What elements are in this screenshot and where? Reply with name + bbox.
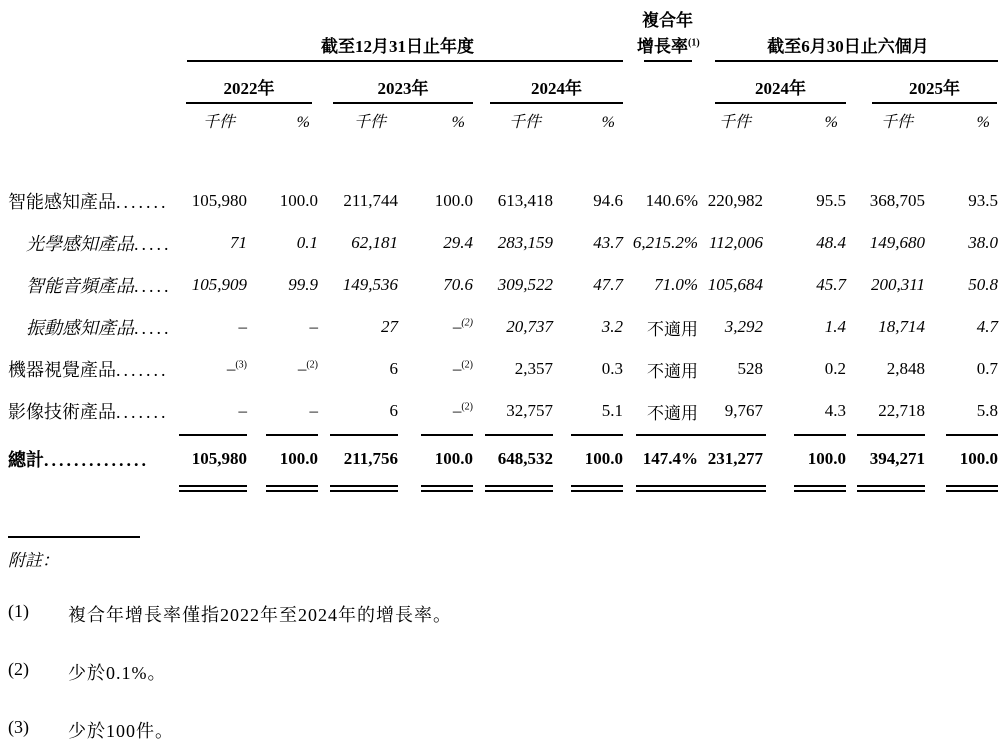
table-row — [2, 264, 998, 306]
footnote-marker: (2) — [8, 659, 29, 679]
cell-h1_2024_units: 220,982 — [707, 191, 763, 210]
row-label-text: 總計 — [8, 450, 44, 470]
cell-y2022_pct: – — [309, 401, 318, 420]
cagr-title-line1: 複合年 — [642, 11, 693, 30]
rule-spacer-cell — [2, 434, 172, 436]
cell-y2023_pct: 100.0 — [434, 191, 473, 210]
cell-y2024_units: 648,532 — [497, 449, 553, 468]
cell-y2023_pct: 29.4 — [443, 233, 473, 252]
total-top-rule — [794, 434, 846, 436]
cell-y2023_pct: –$^{(2)}$ — [452, 401, 473, 420]
rule-cell-y2024_pct — [553, 485, 623, 492]
total-double-rule — [266, 485, 318, 492]
total-double-rule — [946, 485, 998, 492]
table-row — [2, 390, 998, 432]
cell-y2023_pct: –$^{(2)}$ — [452, 317, 473, 336]
cell-footnote-ref: (2) — [461, 401, 473, 413]
cell-cagr: 不適用 — [647, 319, 698, 339]
total-double-rule — [330, 485, 398, 492]
table-row — [2, 348, 998, 390]
footnote-item — [8, 601, 1000, 627]
cell-y2024_pct: 5.1 — [601, 401, 623, 420]
total-top-rule — [698, 434, 766, 436]
cell-y2023_units: 149,536 — [342, 275, 398, 294]
total-double-rule — [571, 485, 623, 492]
rule-cell-h1_2025_pct — [925, 485, 998, 492]
rule-cell-h1_2024_pct — [763, 434, 846, 436]
rule-spacer-cell — [2, 485, 172, 492]
annual-period-title: 截至12月31日止年度 — [321, 37, 474, 56]
cell-y2022_units: 105,909 — [191, 275, 247, 294]
cell-y2024_pct: 94.6 — [593, 191, 623, 210]
table-year-header-row — [2, 76, 998, 104]
row-label-leader: ....... — [116, 402, 169, 422]
rule-cell-y2023_pct — [398, 434, 473, 436]
cell-y2024_units: 2,357 — [514, 359, 553, 378]
cell-y2024_units: 20,737 — [506, 317, 553, 336]
row-label-text: 機器視覺產品 — [8, 360, 116, 380]
cell-y2023_units: 211,744 — [343, 191, 398, 210]
cell-h1_2024_pct: 48.4 — [816, 233, 846, 252]
total-top-rule — [636, 434, 698, 436]
total-top-rule — [421, 434, 473, 436]
unit-header: 千件 — [202, 114, 235, 131]
row-label — [2, 314, 172, 340]
row-label-leader: ....... — [116, 192, 169, 212]
cell-h1_2025_pct: 100.0 — [959, 449, 998, 468]
rule-cell-h1_2025_units — [846, 434, 925, 436]
cell-h1_2025_units: 394,271 — [869, 449, 925, 468]
cagr-footnote-ref: (1) — [688, 37, 700, 49]
footnote-marker: (1) — [8, 601, 29, 621]
cell-y2024_units: 309,522 — [497, 275, 553, 294]
rule-cell-y2023_units — [318, 485, 398, 492]
cell-h1_2024_pct: 95.5 — [816, 191, 846, 210]
cell-h1_2025_pct: 5.8 — [976, 401, 998, 420]
year-header-2024: 2024年 — [490, 76, 623, 104]
cell-y2023_units: 6 — [389, 401, 398, 420]
total-top-rule — [330, 434, 398, 436]
total-top-rule — [946, 434, 998, 436]
cell-h1_2025_units: 22,718 — [878, 401, 925, 420]
total-double-rule — [636, 485, 698, 492]
cell-y2022_pct: 100.0 — [279, 449, 318, 468]
shipment-volume-table — [2, 0, 1000, 492]
interim-header-rule — [715, 60, 998, 62]
cell-y2022_units: – — [238, 401, 247, 420]
header-spacer-cell — [2, 76, 172, 104]
cell-h1_2024_pct: 100.0 — [807, 449, 846, 468]
unit-header: 千件 — [508, 114, 541, 131]
cell-y2024_pct: 47.7 — [593, 275, 623, 294]
footnote-text: 少於100件。 — [68, 721, 174, 741]
cell-h1_2025_pct: 50.8 — [968, 275, 998, 294]
cell-footnote-ref: (2) — [461, 359, 473, 371]
year-header-2023: 2023年 — [333, 76, 473, 104]
cell-y2022_pct: 100.0 — [279, 191, 318, 210]
rule-cell-y2022_units — [172, 485, 247, 492]
cell-y2022_pct: –$^{(2)}$ — [297, 359, 318, 378]
row-label — [2, 446, 172, 472]
rule-cell-h1_2025_pct — [925, 434, 998, 436]
cell-y2024_pct: 43.7 — [593, 233, 623, 252]
total-top-rule — [485, 434, 553, 436]
pct-header: % — [296, 114, 310, 131]
cell-cagr: 6,215.2% — [632, 233, 698, 252]
table-row — [2, 222, 998, 264]
cell-y2024_units: 32,757 — [506, 401, 553, 420]
unit-header: 千件 — [353, 114, 386, 131]
cell-h1_2024_units: 528 — [737, 359, 763, 378]
rule-cell-y2024_units — [473, 434, 553, 436]
rule-cell-cagr — [623, 485, 698, 492]
table-unit-header-row — [2, 108, 998, 136]
pct-header: % — [451, 114, 465, 131]
cell-y2023_units: 27 — [381, 317, 398, 336]
row-label-leader: ..... — [134, 234, 172, 254]
cell-y2023_units: 62,181 — [351, 233, 398, 252]
cell-y2024_pct: 3.2 — [601, 317, 623, 336]
header-spacer-cell — [2, 8, 172, 62]
total-row — [2, 436, 998, 482]
cell-h1_2025_units: 368,705 — [869, 191, 925, 210]
rule-cell-y2022_pct — [247, 434, 318, 436]
cell-h1_2025_pct: 38.0 — [968, 233, 998, 252]
footnotes-heading: 附註： — [8, 551, 59, 570]
cell-y2022_pct: 99.9 — [288, 275, 318, 294]
rule-cell-cagr — [623, 434, 698, 436]
cagr-spacer-cell — [623, 108, 698, 136]
cell-cagr: 147.4% — [642, 449, 698, 468]
rule-cell-h1_2025_units — [846, 485, 925, 492]
row-label — [2, 272, 172, 298]
pct-header: % — [601, 114, 615, 131]
row-label-text: 振動感知產品 — [26, 318, 134, 338]
cell-footnote-ref: (3) — [235, 359, 247, 371]
cell-y2022_units: 71 — [230, 233, 247, 252]
footnote-text: 少於0.1%。 — [68, 663, 167, 683]
pct-header: % — [976, 114, 990, 131]
cell-h1_2024_pct: 1.4 — [824, 317, 846, 336]
row-label — [2, 398, 172, 424]
row-label-leader: ....... — [116, 360, 169, 380]
cell-y2023_pct: 100.0 — [434, 449, 473, 468]
header-spacer-cell — [2, 108, 172, 136]
total-top-rule — [571, 434, 623, 436]
total-double-rule — [179, 485, 247, 492]
rule-cell-h1_2024_pct — [763, 485, 846, 492]
cell-y2024_units: 283,159 — [497, 233, 553, 252]
cell-y2022_units: –$^{(3)}$ — [226, 359, 247, 378]
cell-y2022_units: 105,980 — [191, 449, 247, 468]
table-row — [2, 180, 998, 222]
year-header-interim-2024: 2024年 — [715, 76, 846, 104]
row-label — [2, 356, 172, 382]
total-double-rule — [485, 485, 553, 492]
total-double-rule — [794, 485, 846, 492]
annual-header-rule — [187, 60, 623, 62]
total-top-rule — [179, 434, 247, 436]
cell-cagr: 不適用 — [647, 361, 698, 381]
cell-h1_2025_pct: 93.5 — [968, 191, 998, 210]
cagr-header-rule — [644, 60, 692, 62]
cell-h1_2024_pct: 4.3 — [824, 401, 846, 420]
total-double-rule — [698, 485, 766, 492]
row-label-leader: .............. — [44, 450, 149, 470]
cagr-title-text: 增長率 — [637, 37, 688, 56]
rule-cell-y2022_pct — [247, 485, 318, 492]
cell-y2022_pct: – — [309, 317, 318, 336]
rule-cell-y2023_units — [318, 434, 398, 436]
cell-h1_2025_units: 2,848 — [886, 359, 925, 378]
cell-y2023_pct: –$^{(2)}$ — [452, 359, 473, 378]
cell-h1_2025_units: 18,714 — [878, 317, 925, 336]
footnotes-section — [8, 536, 1000, 743]
cell-h1_2024_units: 105,684 — [707, 275, 763, 294]
cell-h1_2024_pct: 45.7 — [816, 275, 846, 294]
total-top-rule-row — [2, 434, 998, 436]
footnote-marker: (3) — [8, 717, 29, 737]
footnote-item — [8, 659, 1000, 685]
row-label-text: 智能感知產品 — [8, 192, 116, 212]
unit-header: 千件 — [718, 114, 751, 131]
table-row — [2, 306, 998, 348]
rule-cell-y2022_units — [172, 434, 247, 436]
row-label-leader: ..... — [134, 318, 172, 338]
cell-footnote-ref: (2) — [306, 359, 318, 371]
total-double-rule — [857, 485, 925, 492]
total-top-rule — [266, 434, 318, 436]
interim-period-title: 截至6月30日止六個月 — [767, 37, 929, 56]
row-label-leader: ..... — [134, 276, 172, 296]
cell-cagr: 不適用 — [647, 403, 698, 423]
cell-y2022_units: 105,980 — [191, 191, 247, 210]
cell-y2023_units: 211,756 — [343, 449, 398, 468]
cell-h1_2024_units: 3,292 — [724, 317, 763, 336]
table-body — [2, 180, 1000, 492]
cagr-spacer-cell — [623, 76, 698, 104]
rule-cell-y2024_units — [473, 485, 553, 492]
total-double-rule-row — [2, 485, 998, 492]
cell-h1_2024_units: 112,006 — [709, 233, 763, 252]
cell-y2023_units: 6 — [389, 359, 398, 378]
footnote-item — [8, 717, 1000, 743]
row-label-text: 光學感知產品 — [26, 234, 134, 254]
footnote-text: 複合年增長率僅指2022年至2024年的增長率。 — [68, 605, 452, 625]
cell-h1_2025_units: 200,311 — [871, 275, 925, 294]
unit-header: 千件 — [880, 114, 913, 131]
cell-cagr: 140.6% — [645, 191, 698, 210]
cell-h1_2024_pct: 0.2 — [824, 359, 846, 378]
row-label — [2, 230, 172, 256]
annual-period-header — [172, 8, 623, 62]
year-header-2022: 2022年 — [186, 76, 312, 104]
total-top-rule — [857, 434, 925, 436]
cell-h1_2025_pct: 0.7 — [976, 359, 998, 378]
rule-cell-h1_2024_units — [698, 434, 763, 436]
year-header-interim-2025: 2025年 — [872, 76, 997, 104]
cell-y2024_units: 613,418 — [497, 191, 553, 210]
row-label-text: 影像技術產品 — [8, 402, 116, 422]
cell-h1_2024_units: 231,277 — [707, 449, 763, 468]
rule-cell-h1_2024_units — [698, 485, 763, 492]
cagr-title-line2 — [623, 34, 698, 60]
interim-period-header — [698, 8, 998, 62]
row-label — [2, 188, 172, 214]
rule-cell-y2024_pct — [553, 434, 623, 436]
cell-y2024_pct: 100.0 — [584, 449, 623, 468]
cell-y2024_pct: 0.3 — [601, 359, 623, 378]
cagr-header — [623, 8, 698, 62]
cell-y2022_units: – — [238, 317, 247, 336]
cell-h1_2025_pct: 4.7 — [976, 317, 998, 336]
cell-h1_2024_units: 9,767 — [724, 401, 763, 420]
footnote-separator — [8, 536, 140, 538]
cell-footnote-ref: (2) — [461, 317, 473, 329]
cell-h1_2025_units: 149,680 — [869, 233, 925, 252]
cell-cagr: 71.0% — [654, 275, 698, 294]
cell-y2022_pct: 0.1 — [296, 233, 318, 252]
cell-y2023_pct: 70.6 — [443, 275, 473, 294]
pct-header: % — [824, 114, 838, 131]
total-double-rule — [421, 485, 473, 492]
rule-cell-y2023_pct — [398, 485, 473, 492]
table-header-groups — [2, 8, 998, 62]
header-body-gap — [2, 136, 1000, 180]
row-label-text: 智能音頻產品 — [26, 276, 134, 296]
